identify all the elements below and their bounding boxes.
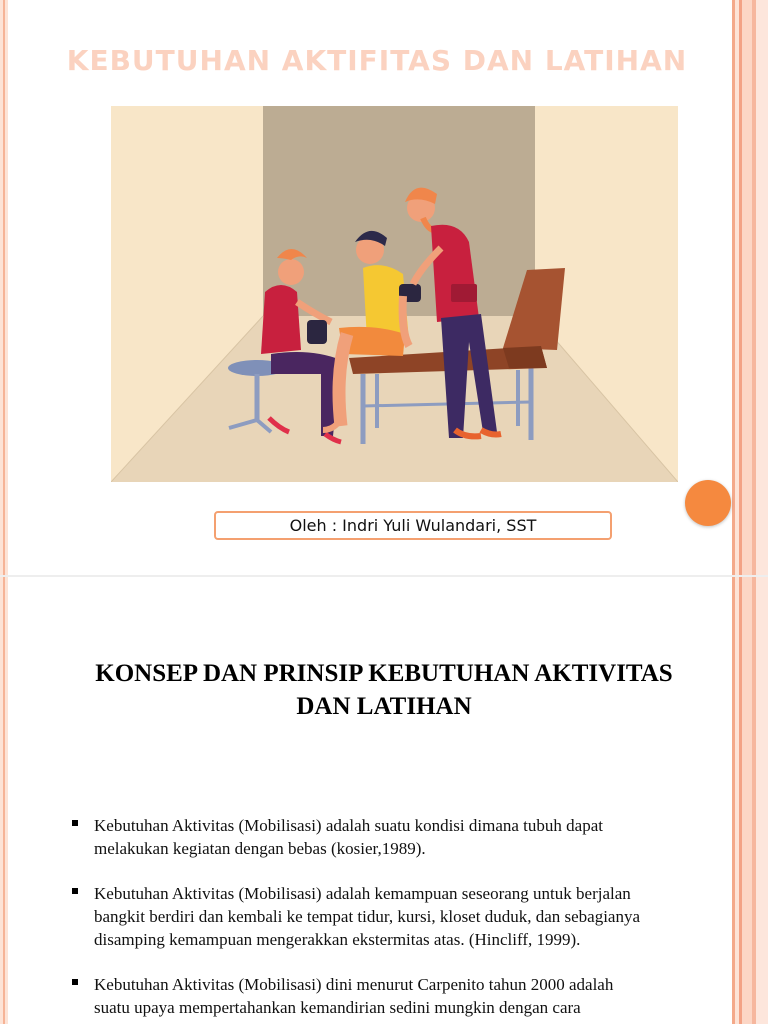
bullet-text-line: Kebutuhan Aktivitas (Mobilisasi) adalah suatu kondisi dimana tubuh dapat [94,816,603,835]
author-credit: Oleh : Indri Yuli Wulandari, SST [214,511,612,540]
slide-heading [40,657,728,723]
right-decorative-stripes [730,0,768,577]
square-bullet-icon [72,888,78,894]
left-decorative-stripe [0,577,8,1024]
right-decorative-stripes [730,577,768,1024]
left-decorative-stripe [0,0,8,577]
bullet-list [70,814,720,1024]
square-bullet-icon [72,820,78,826]
bullet-text-line: suatu upaya mempertahankan kemandirian sedini mungkin dengan cara [94,998,581,1017]
square-bullet-icon [72,979,78,985]
physiotherapy-illustration [111,106,678,482]
bullet-text-line: bangkit berdiri dan kembali ke tempat tidur, kursi, kloset duduk, dan sebagianya [94,907,641,926]
bullet-item [70,973,720,1019]
bullet-text-line: Kebutuhan Aktivitas (Mobilisasi) adalah kemampuan seseorang untuk berjalan [94,884,631,903]
bullet-text-line: melakukan kegiatan dengan bebas (kosier,1989). [94,839,426,858]
bullet-item [70,814,720,860]
orange-accent-dot [685,480,731,526]
slide-title-heading: KEBUTUHAN AKTIFITAS DAN LATIHAN [66,44,688,77]
slide-concept [0,577,768,1024]
bullet-text-line: Kebutuhan Aktivitas (Mobilisasi) dini menurut Carpenito tahun 2000 adalah [94,975,614,994]
bullet-item [70,882,720,951]
heading-line-2: DAN LATIHAN [296,693,472,720]
heading-line-1: KONSEP DAN PRINSIP KEBUTUHAN AKTIVITAS [95,660,673,687]
bullet-text-line: disamping kemampuan mengerakkan ekstermitas atas. (Hincliff, 1999). [94,930,581,949]
